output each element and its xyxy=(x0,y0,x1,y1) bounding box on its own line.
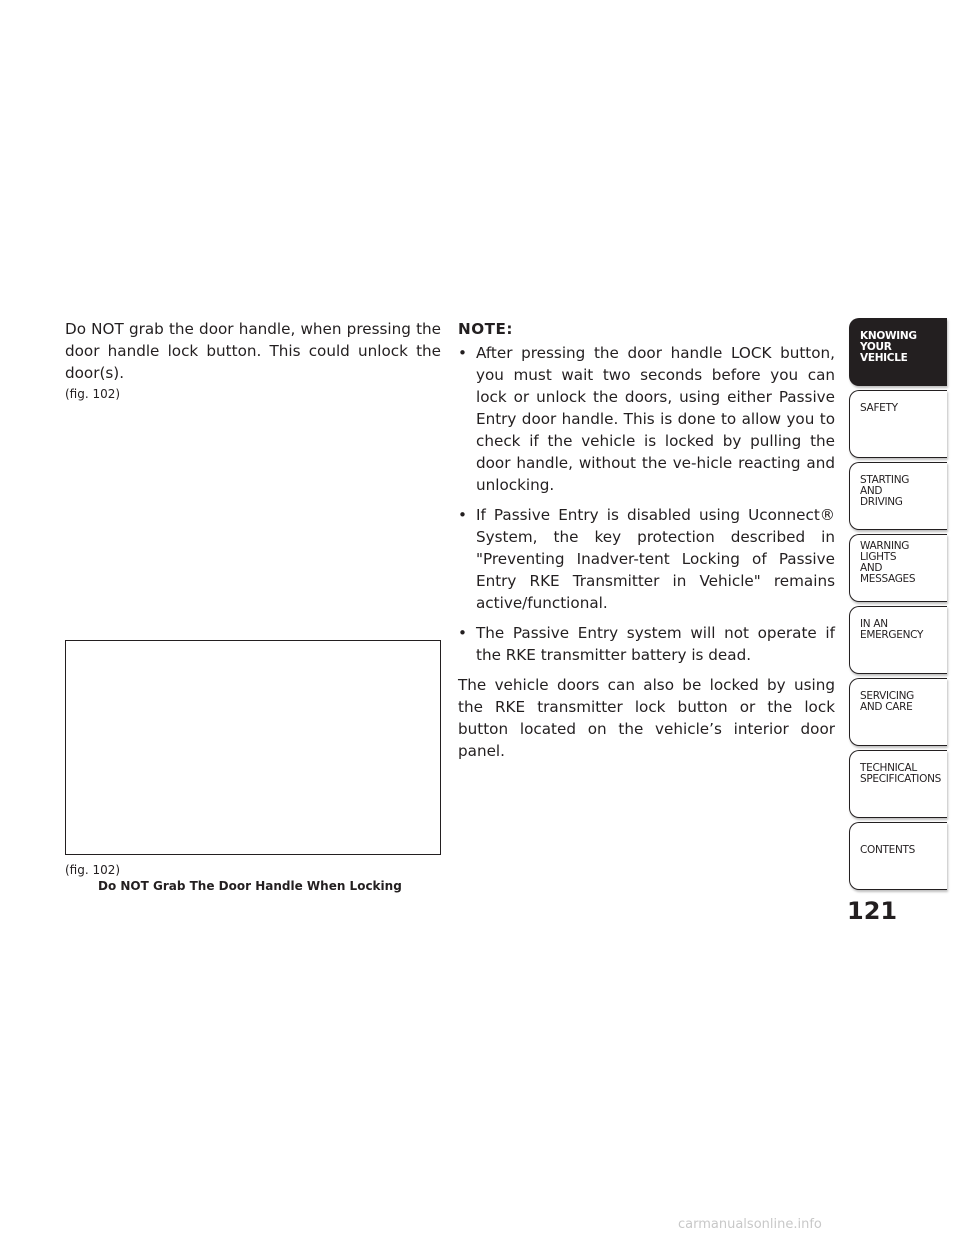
bullet-text: After pressing the door handle LOCK button, you must wait two seconds before you can lock or unlock the doors, using either Passive Entry door handle. This is done to allow you to check if the vehicle is locked by pulling the door handle, without the ve-hicle reacting and unlocking. xyxy=(476,344,835,494)
bullet-text: If Passive Entry is disabled using Uconnect® System, the key protection described in "Preventing Inadver-tent Locking of Passive Entry RKE Transmitter in Vehicle" remains active/functional. xyxy=(476,506,835,612)
note-heading: NOTE: xyxy=(458,320,513,338)
tab-technical-specifications[interactable]: TECHNICAL SPECIFICATIONS xyxy=(849,750,947,818)
tab-knowing-your-vehicle[interactable]: KNOWING YOUR VEHICLE xyxy=(849,318,947,386)
note-bullet-item xyxy=(458,342,835,496)
tab-warning-lights-and-messages[interactable]: WARNING LIGHTS AND MESSAGES xyxy=(849,534,947,602)
caption-figure-reference: (fig. 102) xyxy=(65,863,121,877)
tab-servicing-and-care[interactable]: SERVICING AND CARE xyxy=(849,678,947,746)
bullet-marker: • xyxy=(458,624,467,642)
caption-title: Do NOT Grab The Door Handle When Locking xyxy=(98,879,402,893)
figure-reference: (fig. 102) xyxy=(65,387,121,401)
tab-contents[interactable]: CONTENTS xyxy=(849,822,947,890)
left-column xyxy=(65,318,441,402)
tab-starting-and-driving[interactable]: STARTING AND DRIVING xyxy=(849,462,947,530)
bullet-text: The Passive Entry system will not operate if the RKE transmitter battery is dead. xyxy=(476,624,835,664)
note-bullet-list xyxy=(458,342,835,666)
page-number: 121 xyxy=(847,897,898,925)
figure-caption xyxy=(65,862,445,894)
tab-safety[interactable]: SAFETY xyxy=(849,390,947,458)
note-bullet-item xyxy=(458,504,835,614)
bullet-marker: • xyxy=(458,506,467,524)
note-bullet-item xyxy=(458,622,835,666)
closing-paragraph: The vehicle doors can also be locked by using the RKE transmitter lock button or the lock button located on the vehicle’s interior door panel. xyxy=(458,676,835,760)
intro-paragraph: Do NOT grab the door handle, when pressing the door handle lock button. This could unlock the door(s). xyxy=(65,320,441,382)
right-column xyxy=(458,318,835,762)
footer-watermark: carmanualsonline.info xyxy=(678,1217,822,1232)
section-tabs xyxy=(849,318,949,894)
tab-in-an-emergency[interactable]: IN AN EMERGENCY xyxy=(849,606,947,674)
bullet-marker: • xyxy=(458,344,467,362)
figure-102-frame xyxy=(65,640,441,855)
